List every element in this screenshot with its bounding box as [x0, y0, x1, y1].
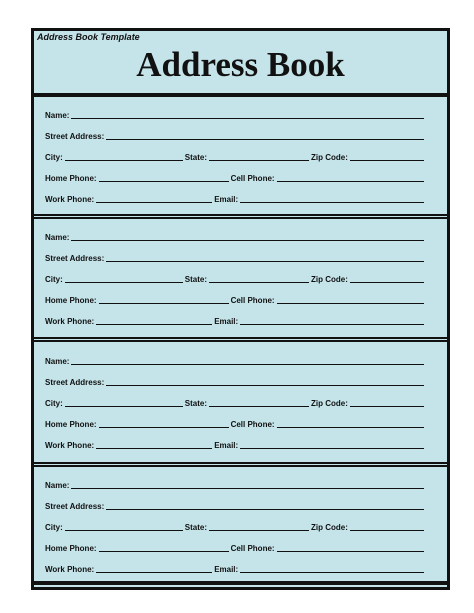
cell-phone-field[interactable]	[277, 303, 424, 304]
city-field[interactable]	[65, 406, 183, 407]
entry-separator	[34, 462, 447, 467]
home-phone-label: Home Phone:	[45, 544, 97, 553]
city-label: City:	[45, 523, 63, 532]
entry-row	[45, 231, 426, 243]
home-phone-field[interactable]	[99, 181, 229, 182]
home-phone-label: Home Phone:	[45, 174, 97, 183]
state-label: State:	[184, 275, 208, 284]
name-label: Name:	[45, 481, 70, 490]
entry-row	[45, 479, 426, 491]
email-field[interactable]	[240, 202, 424, 203]
entry-row	[45, 397, 426, 409]
city-label: City:	[45, 275, 63, 284]
work-phone-field[interactable]	[96, 572, 212, 573]
street-address-label: Street Address:	[45, 378, 105, 387]
city-field[interactable]	[65, 160, 183, 161]
cell-phone-label: Cell Phone:	[230, 174, 275, 183]
zip-code-label: Zip Code:	[311, 399, 348, 408]
cell-phone-label: Cell Phone:	[230, 544, 275, 553]
street-address-label: Street Address:	[45, 254, 105, 263]
name-field[interactable]	[71, 118, 424, 119]
name-field[interactable]	[71, 488, 424, 489]
state-label: State:	[184, 153, 208, 162]
name-label: Name:	[45, 233, 70, 242]
entry-row	[45, 500, 426, 512]
state-field[interactable]	[209, 160, 309, 161]
address-book-page	[31, 28, 450, 590]
entry-row	[45, 521, 426, 533]
zip-code-label: Zip Code:	[311, 153, 348, 162]
entry-row	[45, 273, 426, 285]
entry-row	[45, 151, 426, 163]
zip-code-label: Zip Code:	[311, 275, 348, 284]
street-address-field[interactable]	[106, 509, 424, 510]
city-label: City:	[45, 399, 63, 408]
home-phone-label: Home Phone:	[45, 420, 97, 429]
street-address-field[interactable]	[106, 139, 424, 140]
entry-row	[45, 294, 426, 306]
work-phone-field[interactable]	[96, 324, 212, 325]
home-phone-field[interactable]	[99, 427, 229, 428]
work-phone-field[interactable]	[96, 448, 212, 449]
city-field[interactable]	[65, 530, 183, 531]
cell-phone-field[interactable]	[277, 427, 424, 428]
name-field[interactable]	[71, 364, 424, 365]
email-label: Email:	[214, 565, 239, 574]
entry-row	[45, 418, 426, 430]
email-label: Email:	[214, 195, 239, 204]
home-phone-label: Home Phone:	[45, 296, 97, 305]
street-address-field[interactable]	[106, 261, 424, 262]
street-address-label: Street Address:	[45, 132, 105, 141]
state-label: State:	[184, 399, 208, 408]
state-field[interactable]	[209, 406, 309, 407]
zip-code-field[interactable]	[350, 406, 424, 407]
city-field[interactable]	[65, 282, 183, 283]
state-field[interactable]	[209, 282, 309, 283]
home-phone-field[interactable]	[99, 303, 229, 304]
email-field[interactable]	[240, 324, 424, 325]
zip-code-field[interactable]	[350, 282, 424, 283]
name-field[interactable]	[71, 240, 424, 241]
entry-row	[45, 376, 426, 388]
name-label: Name:	[45, 111, 70, 120]
entry-separator	[34, 337, 447, 342]
work-phone-field[interactable]	[96, 202, 212, 203]
work-phone-label: Work Phone:	[45, 317, 95, 326]
entry-row	[45, 193, 426, 205]
cell-phone-label: Cell Phone:	[230, 420, 275, 429]
work-phone-label: Work Phone:	[45, 195, 95, 204]
entry-row	[45, 542, 426, 554]
zip-code-field[interactable]	[350, 160, 424, 161]
name-label: Name:	[45, 357, 70, 366]
header-separator	[34, 93, 447, 97]
address-entry	[34, 101, 447, 213]
page-title: Address Book	[136, 45, 345, 84]
street-address-label: Street Address:	[45, 502, 105, 511]
address-entry	[34, 471, 447, 583]
work-phone-label: Work Phone:	[45, 441, 95, 450]
email-field[interactable]	[240, 448, 424, 449]
home-phone-field[interactable]	[99, 551, 229, 552]
state-field[interactable]	[209, 530, 309, 531]
email-field[interactable]	[240, 572, 424, 573]
template-caption: Address Book Template	[37, 32, 140, 42]
work-phone-label: Work Phone:	[45, 565, 95, 574]
zip-code-label: Zip Code:	[311, 523, 348, 532]
email-label: Email:	[214, 441, 239, 450]
entry-separator	[34, 214, 447, 219]
entry-row	[45, 172, 426, 184]
entry-row	[45, 109, 426, 121]
zip-code-field[interactable]	[350, 530, 424, 531]
street-address-field[interactable]	[106, 385, 424, 386]
address-entry	[34, 223, 447, 335]
cell-phone-field[interactable]	[277, 551, 424, 552]
entry-row	[45, 355, 426, 367]
entry-row	[45, 315, 426, 327]
cell-phone-label: Cell Phone:	[230, 296, 275, 305]
city-label: City:	[45, 153, 63, 162]
email-label: Email:	[214, 317, 239, 326]
entry-row	[45, 439, 426, 451]
entry-row	[45, 563, 426, 575]
entry-row	[45, 130, 426, 142]
state-label: State:	[184, 523, 208, 532]
address-entry	[34, 347, 447, 459]
cell-phone-field[interactable]	[277, 181, 424, 182]
entry-row	[45, 252, 426, 264]
footer-separator	[34, 581, 447, 585]
